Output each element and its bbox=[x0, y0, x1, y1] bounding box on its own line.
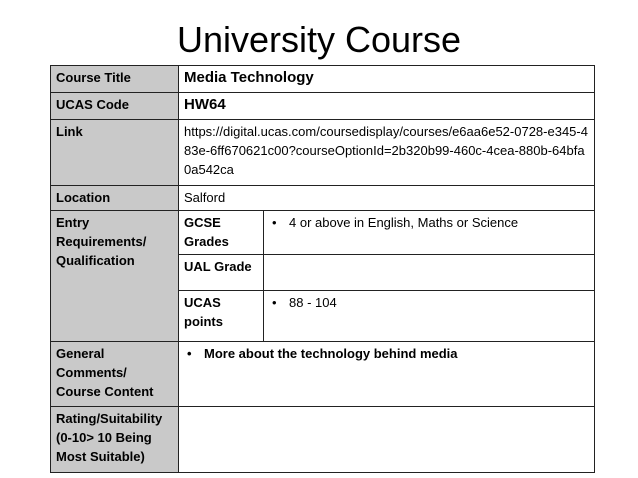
general-comments-label: General Comments/ Course Content bbox=[51, 342, 179, 407]
row-gcse bbox=[51, 211, 595, 255]
course-title-value: Media Technology bbox=[179, 66, 595, 93]
entry-requirements-label: Entry Requirements/ Qualification bbox=[51, 211, 179, 342]
course-table bbox=[50, 65, 595, 473]
general-comments-value: More about the technology behind media bbox=[204, 346, 458, 361]
gcse-value-cell bbox=[264, 211, 595, 255]
list-item bbox=[184, 344, 589, 363]
row-comments bbox=[51, 342, 595, 407]
row-location bbox=[51, 186, 595, 211]
course-title-label: Course Title bbox=[51, 66, 179, 93]
ucas-points-value-cell bbox=[264, 291, 595, 342]
location-value: Salford bbox=[179, 186, 595, 211]
link-label: Link bbox=[51, 120, 179, 186]
bullet-icon: • bbox=[272, 295, 277, 310]
list-item bbox=[269, 213, 589, 232]
bullet-icon: • bbox=[272, 215, 277, 230]
ucas-code-label: UCAS Code bbox=[51, 93, 179, 120]
rating-label: Rating/Suitability (0-10> 10 Being Most Suitable) bbox=[51, 407, 179, 473]
bullet-icon: • bbox=[187, 346, 192, 361]
location-label: Location bbox=[51, 186, 179, 211]
list-item bbox=[269, 293, 589, 312]
ual-grade-value bbox=[264, 255, 595, 291]
ucas-code-value: HW64 bbox=[179, 93, 595, 120]
general-comments-cell bbox=[179, 342, 595, 407]
page-title: University Course bbox=[176, 19, 462, 60]
rating-value bbox=[179, 407, 595, 473]
row-course-title bbox=[51, 66, 595, 93]
gcse-label: GCSE Grades bbox=[179, 211, 264, 255]
course-link[interactable]: https://digital.ucas.com/coursedisplay/courses/e6aa6e52-0728-e345-483e-6ff670621c00?courseOptionId=2b320b99-460c-4cea-880b-64bfa0a542ca bbox=[179, 120, 595, 186]
ucas-points-label: UCAS points bbox=[179, 291, 264, 342]
gcse-value: 4 or above in English, Maths or Science bbox=[289, 215, 519, 230]
ucas-points-value: 88 - 104 bbox=[289, 295, 337, 310]
row-link bbox=[51, 120, 595, 186]
row-rating bbox=[51, 407, 595, 473]
row-ucas-code bbox=[51, 93, 595, 120]
ual-grade-label: UAL Grade bbox=[179, 255, 264, 291]
